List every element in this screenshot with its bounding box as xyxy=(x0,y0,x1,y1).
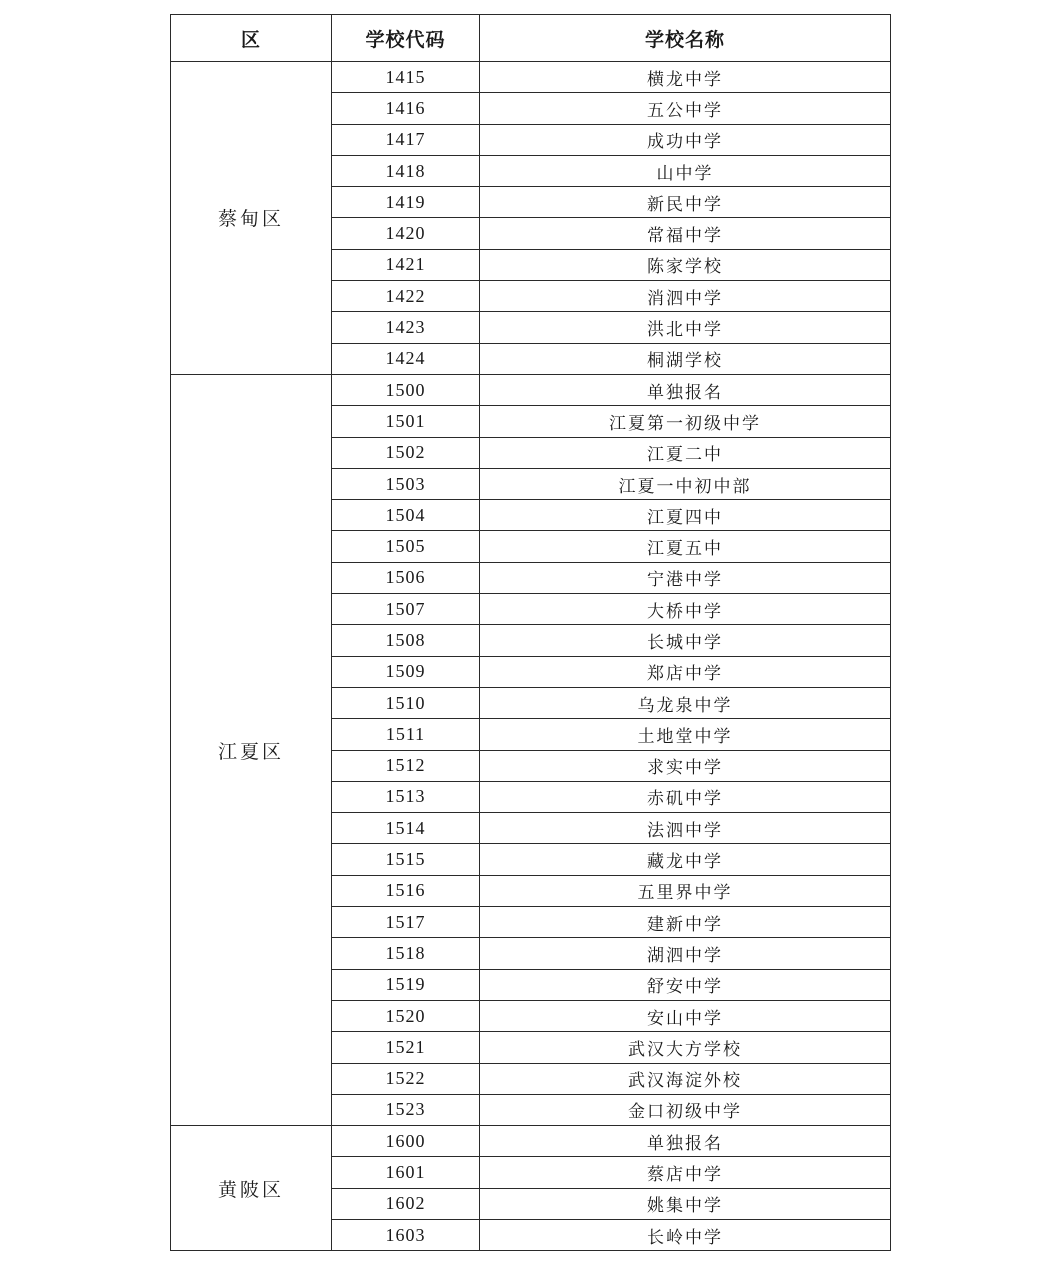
school-name-cell: 新民中学 xyxy=(480,187,891,218)
school-code-cell: 1502 xyxy=(332,437,480,468)
school-name-cell: 求实中学 xyxy=(480,750,891,781)
school-name-cell: 江夏五中 xyxy=(480,531,891,562)
school-name-cell: 五公中学 xyxy=(480,93,891,124)
school-code-cell: 1518 xyxy=(332,938,480,969)
school-code-cell: 1516 xyxy=(332,875,480,906)
header-district: 区 xyxy=(171,15,332,62)
table-row xyxy=(171,62,891,93)
school-name-cell: 长城中学 xyxy=(480,625,891,656)
school-name-cell: 武汉海淀外校 xyxy=(480,1063,891,1094)
school-name-cell: 长岭中学 xyxy=(480,1219,891,1250)
school-code-cell: 1506 xyxy=(332,562,480,593)
school-code-cell: 1421 xyxy=(332,249,480,280)
header-row xyxy=(171,15,891,62)
school-name-cell: 赤矶中学 xyxy=(480,781,891,812)
school-code-cell: 1508 xyxy=(332,625,480,656)
school-name-cell: 大桥中学 xyxy=(480,594,891,625)
school-name-cell: 藏龙中学 xyxy=(480,844,891,875)
school-name-cell: 单独报名 xyxy=(480,374,891,405)
school-code-cell: 1522 xyxy=(332,1063,480,1094)
district-cell: 江夏区 xyxy=(171,374,332,1125)
school-name-cell: 常福中学 xyxy=(480,218,891,249)
table-row xyxy=(171,1126,891,1157)
school-name-cell: 消泗中学 xyxy=(480,281,891,312)
school-code-cell: 1603 xyxy=(332,1219,480,1250)
table-body xyxy=(171,62,891,1251)
school-code-cell: 1501 xyxy=(332,406,480,437)
school-code-table xyxy=(170,14,891,1251)
school-name-cell: 洪北中学 xyxy=(480,312,891,343)
school-name-cell: 土地堂中学 xyxy=(480,719,891,750)
school-code-cell: 1424 xyxy=(332,343,480,374)
school-code-cell: 1509 xyxy=(332,656,480,687)
school-code-cell: 1511 xyxy=(332,719,480,750)
school-name-cell: 山中学 xyxy=(480,155,891,186)
school-code-cell: 1515 xyxy=(332,844,480,875)
school-code-cell: 1521 xyxy=(332,1032,480,1063)
school-code-cell: 1523 xyxy=(332,1094,480,1125)
school-code-cell: 1420 xyxy=(332,218,480,249)
district-cell: 蔡甸区 xyxy=(171,62,332,375)
school-name-cell: 安山中学 xyxy=(480,1000,891,1031)
school-code-cell: 1415 xyxy=(332,62,480,93)
school-code-cell: 1507 xyxy=(332,594,480,625)
header-school-name: 学校名称 xyxy=(480,15,891,62)
school-code-cell: 1519 xyxy=(332,969,480,1000)
school-code-cell: 1602 xyxy=(332,1188,480,1219)
school-name-cell: 蔡店中学 xyxy=(480,1157,891,1188)
school-code-cell: 1514 xyxy=(332,813,480,844)
school-name-cell: 江夏四中 xyxy=(480,500,891,531)
school-name-cell: 金口初级中学 xyxy=(480,1094,891,1125)
school-name-cell: 陈家学校 xyxy=(480,249,891,280)
school-name-cell: 横龙中学 xyxy=(480,62,891,93)
school-name-cell: 法泗中学 xyxy=(480,813,891,844)
school-name-cell: 建新中学 xyxy=(480,907,891,938)
school-code-cell: 1418 xyxy=(332,155,480,186)
district-cell: 黄陂区 xyxy=(171,1126,332,1251)
school-name-cell: 五里界中学 xyxy=(480,875,891,906)
school-code-cell: 1512 xyxy=(332,750,480,781)
school-code-cell: 1416 xyxy=(332,93,480,124)
school-name-cell: 郑店中学 xyxy=(480,656,891,687)
school-code-cell: 1520 xyxy=(332,1000,480,1031)
school-code-cell: 1517 xyxy=(332,907,480,938)
school-name-cell: 成功中学 xyxy=(480,124,891,155)
school-code-cell: 1503 xyxy=(332,468,480,499)
school-code-cell: 1417 xyxy=(332,124,480,155)
header-school-code: 学校代码 xyxy=(332,15,480,62)
school-code-cell: 1600 xyxy=(332,1126,480,1157)
school-name-cell: 桐湖学校 xyxy=(480,343,891,374)
school-code-cell: 1500 xyxy=(332,374,480,405)
school-name-cell: 宁港中学 xyxy=(480,562,891,593)
school-code-cell: 1504 xyxy=(332,500,480,531)
school-name-cell: 舒安中学 xyxy=(480,969,891,1000)
school-name-cell: 单独报名 xyxy=(480,1126,891,1157)
school-name-cell: 江夏一中初中部 xyxy=(480,468,891,499)
table-row xyxy=(171,374,891,405)
school-code-cell: 1419 xyxy=(332,187,480,218)
school-code-cell: 1505 xyxy=(332,531,480,562)
school-code-cell: 1601 xyxy=(332,1157,480,1188)
school-name-cell: 江夏第一初级中学 xyxy=(480,406,891,437)
school-name-cell: 湖泗中学 xyxy=(480,938,891,969)
school-name-cell: 武汉大方学校 xyxy=(480,1032,891,1063)
school-name-cell: 乌龙泉中学 xyxy=(480,687,891,718)
school-code-cell: 1510 xyxy=(332,687,480,718)
school-code-cell: 1423 xyxy=(332,312,480,343)
school-name-cell: 姚集中学 xyxy=(480,1188,891,1219)
school-code-cell: 1422 xyxy=(332,281,480,312)
school-name-cell: 江夏二中 xyxy=(480,437,891,468)
school-code-cell: 1513 xyxy=(332,781,480,812)
